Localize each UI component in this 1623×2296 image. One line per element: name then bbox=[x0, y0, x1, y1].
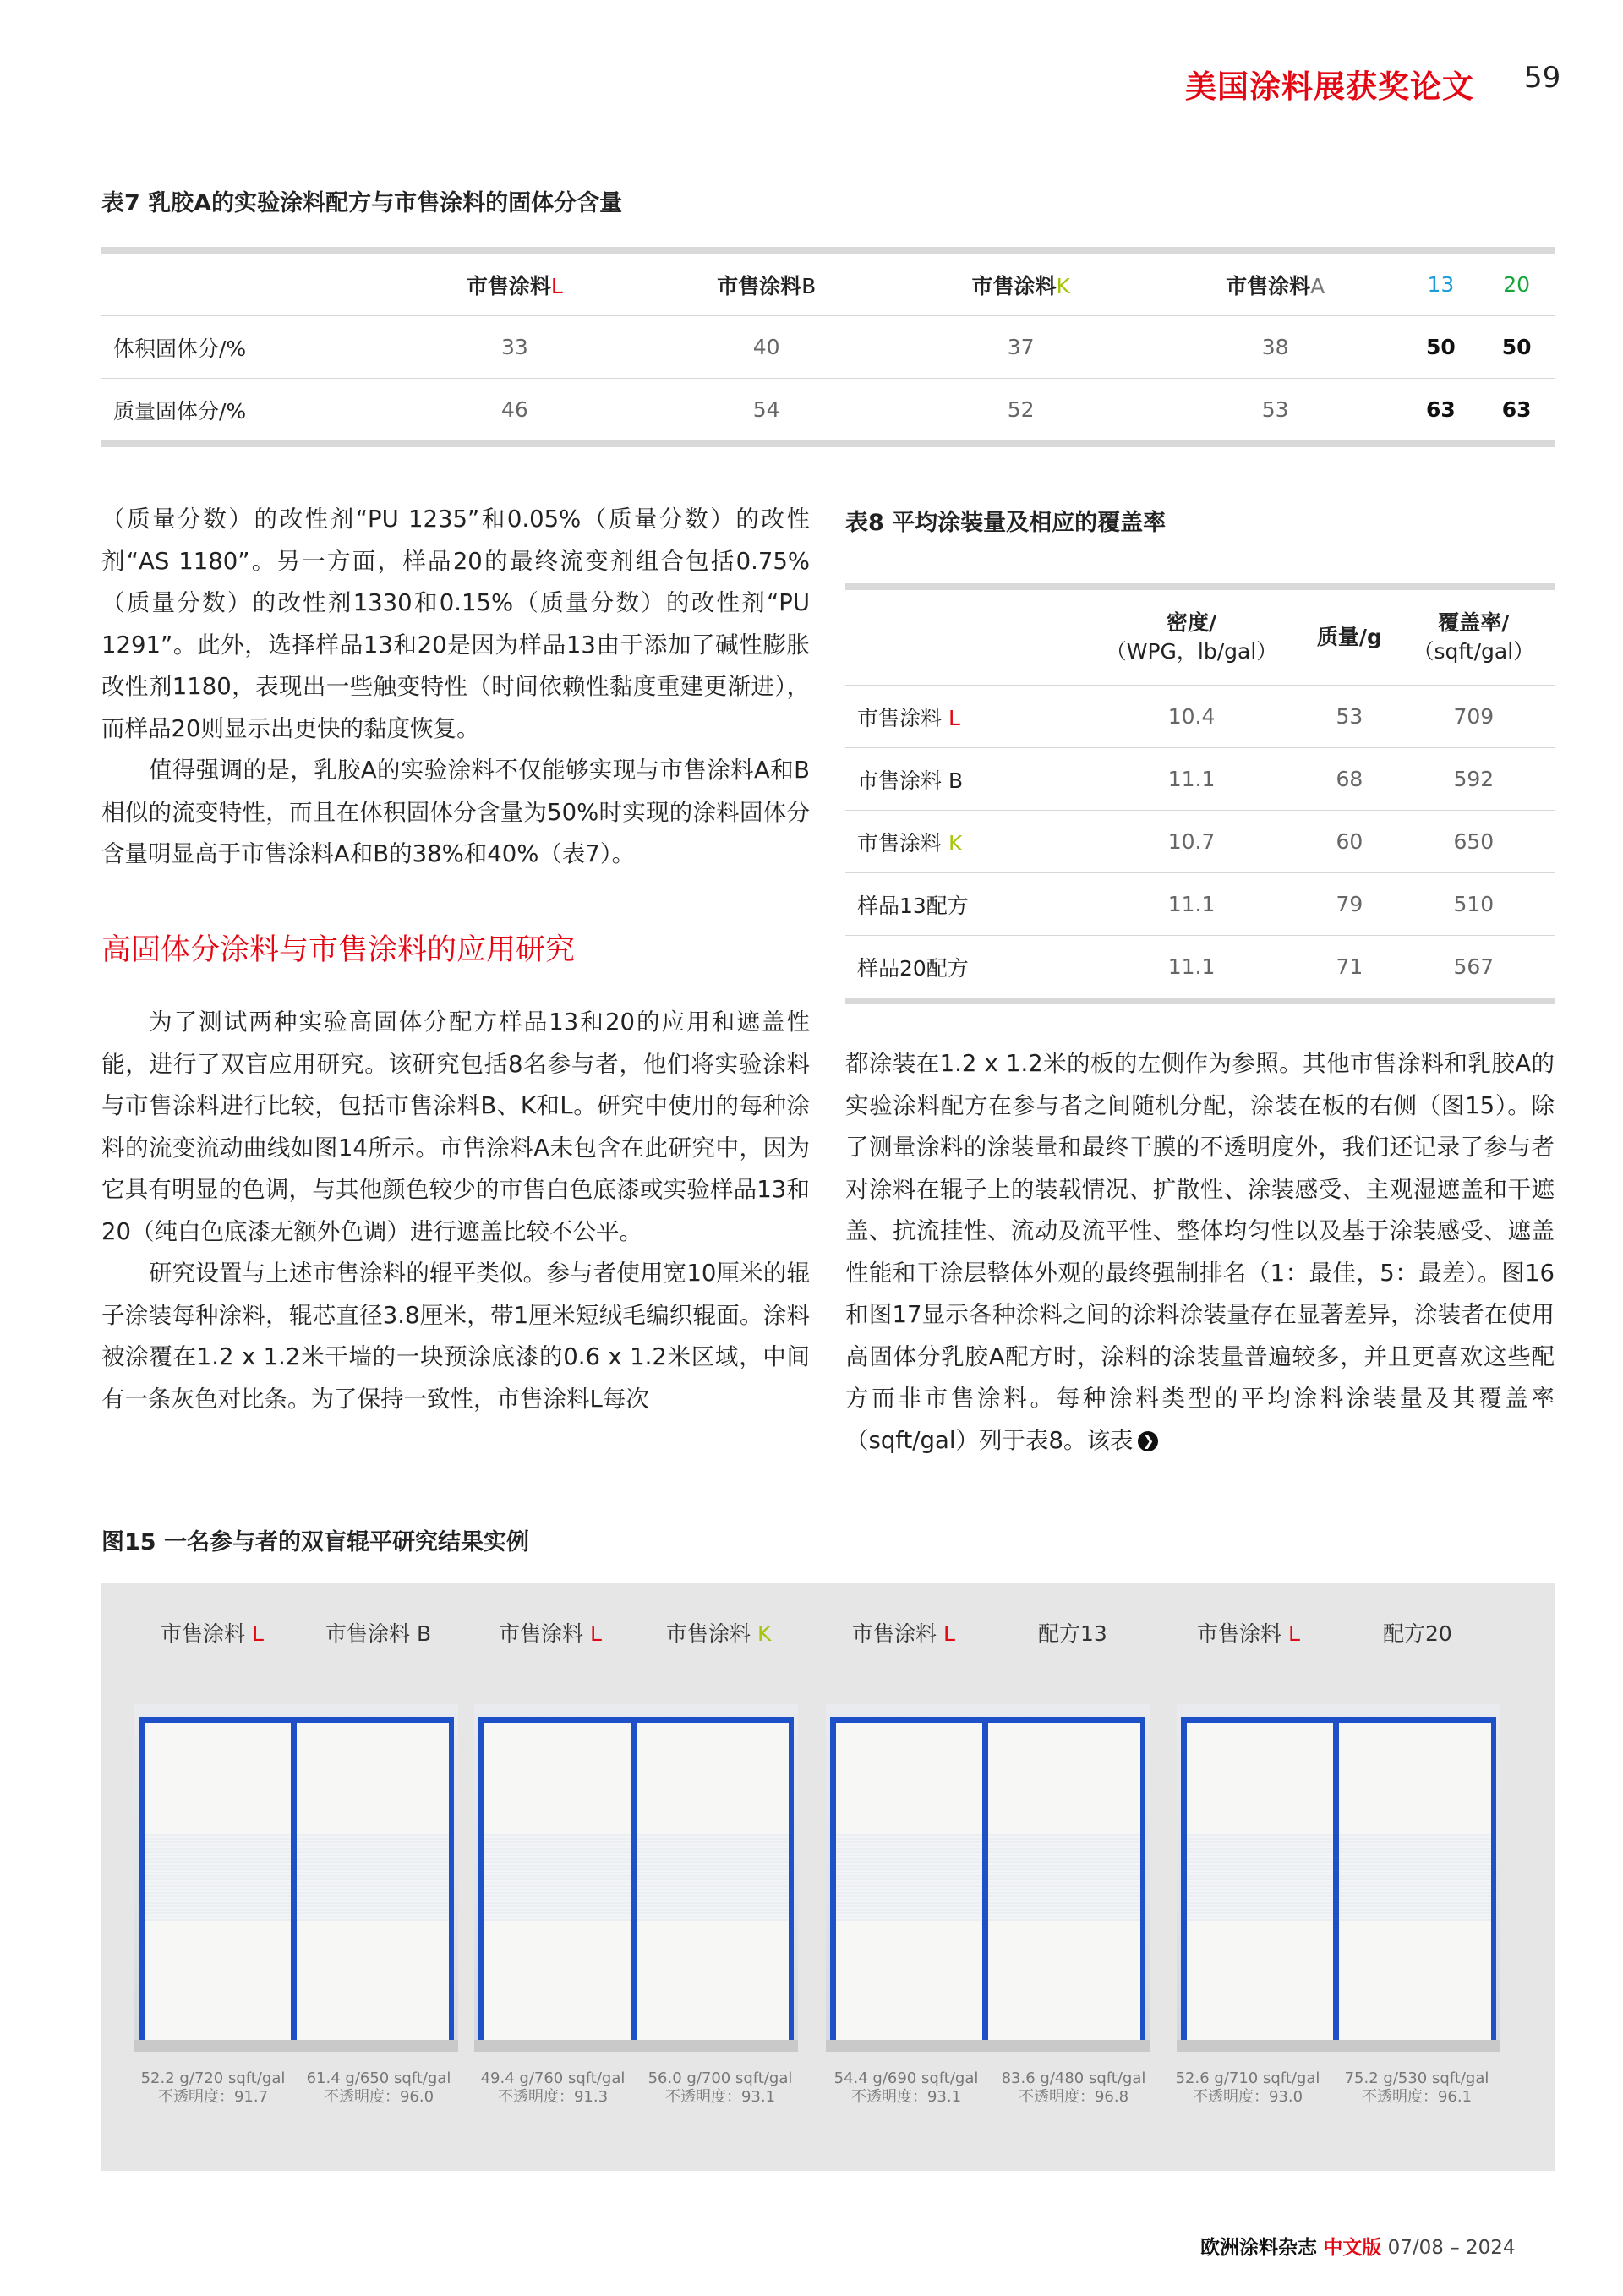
table7-cell: 63 bbox=[1426, 397, 1456, 422]
table8-cell: 53 bbox=[1306, 686, 1393, 748]
figure-panel-label: 市售涂料 L bbox=[499, 1621, 602, 1646]
table8-header-row bbox=[845, 587, 1555, 686]
table7-col-header: 市售涂料L bbox=[391, 250, 639, 316]
table8-col-header-density: 密度/ （WPG，lb/gal） bbox=[1077, 587, 1306, 686]
table7-cell: 40 bbox=[639, 316, 894, 379]
table8-row bbox=[845, 873, 1555, 936]
table7-cell: 54 bbox=[752, 397, 780, 422]
table8-caption: 表8 平均涂装量及相应的覆盖率 bbox=[845, 510, 1167, 536]
measurement-label: 49.4 g/760 sqft/gal 不透明度：91.3 bbox=[480, 2069, 626, 2106]
measurement-label: 56.0 g/700 sqft/gal 不透明度：93.1 bbox=[648, 2069, 793, 2106]
table7-cell: 33 bbox=[391, 316, 639, 379]
right-column-bottom bbox=[845, 1043, 1555, 1462]
page-number: 59 bbox=[1524, 61, 1561, 95]
figure-panel-label: 市售涂料 L bbox=[161, 1621, 264, 1646]
table8-cell: 592 bbox=[1393, 748, 1555, 811]
measurement-label: 52.6 g/710 sqft/gal 不透明度：93.0 bbox=[1175, 2069, 1320, 2106]
table8-row bbox=[845, 936, 1555, 1002]
table8-row-label: 市售涂料 L bbox=[845, 686, 1077, 748]
table8-row-label: 样品20配方 bbox=[857, 955, 969, 981]
figure-panel-label: 市售涂料 K bbox=[666, 1621, 772, 1646]
table7-header-row bbox=[101, 250, 1555, 316]
paragraph: （质量分数）的改性剂“PU 1235”和0.05%（质量分数）的改性剂“AS 1180”。另一方面，样品20的最终流变剂组合包括0.75%（质量分数）的改性剂1330和0.15%（质量分数）的改性剂“PU 1291”。此外，选择样品13和20是因为样品13由于添加了碱性膨胀改性剂1180，表现出一些触变特性（时间依赖性黏度重建更渐进），而样品20则显示出更快的黏度恢复。 bbox=[101, 506, 810, 742]
table8-cell: 79 bbox=[1306, 873, 1393, 936]
table7-col-header: 13 bbox=[1403, 250, 1479, 316]
table7-cell: 52 bbox=[1007, 397, 1035, 422]
section-heading: 高固体分涂料与市售涂料的应用研究 bbox=[101, 933, 576, 967]
figure-panel-label: 市售涂料 L bbox=[852, 1621, 955, 1646]
roll-test-photo bbox=[134, 1704, 458, 2052]
table7-col-header: 20 bbox=[1478, 250, 1555, 316]
table8-cell: 60 bbox=[1306, 811, 1393, 873]
table7-cell: 50 bbox=[1478, 316, 1555, 379]
table8-cell: 68 bbox=[1306, 748, 1393, 811]
table7-col-header: 市售涂料B bbox=[639, 250, 894, 316]
measurement-label: 54.4 g/690 sqft/gal 不透明度：93.1 bbox=[833, 2069, 979, 2106]
paragraph: 为了测试两种实验高固体分配方样品13和20的应用和遮盖性能，进行了双盲应用研究。该研究包括8名参与者，他们将实验涂料与市售涂料进行比较，包括市售涂料B、K和L。研究中使用的每种涂料的流变流动曲线如图14所示。市售涂料A未包含在此研究中，因为它具有明显的色调，与其他颜色较少的市售白色底漆或实验样品13和20（纯白色底漆无额外色调）进行遮盖比较不公平。 bbox=[101, 1009, 810, 1245]
table8-cell: 10.4 bbox=[1077, 686, 1306, 748]
table8-cell: 11.1 bbox=[1167, 954, 1216, 979]
footer-date: 07/08 – 2024 bbox=[1387, 2237, 1516, 2259]
table8-cell: 11.1 bbox=[1077, 748, 1306, 811]
table8-col-header-mass: 质量/g bbox=[1306, 587, 1393, 686]
figure-panel-label: 市售涂料 L bbox=[1197, 1621, 1300, 1646]
table8-cell: 650 bbox=[1393, 811, 1555, 873]
table7-cell: 50 bbox=[1403, 316, 1479, 379]
paragraph: 都涂装在1.2 x 1.2米的板的左侧作为参照。其他市售涂料和乳胶A的实验涂料配方在参与者之间随机分配，涂装在板的右侧（图15）。除了测量涂料的涂装量和最终干膜的不透明度外，我们还记录了参与者对涂料在辊子上的装载情况、扩散性、涂装感受、主观湿遮盖和干遮盖、抗流挂性、流动及流平性、整体均匀性以及基于涂装感受、遮盖性能和干涂层整体外观的最终强制排名（1：最佳，5：最差）。图16和图17显示各种涂料之间的涂料涂装量存在显著差异，涂装者在使用高固体分乳胶A配方时，涂料的涂装量普遍较多，并且更喜欢这些配方而非市售涂料。每种涂料类型的平均涂料涂装量及其覆盖率（sqft/gal）列于表8。该表 ❯ bbox=[845, 1050, 1555, 1454]
figure-panel-label: 配方13 bbox=[1038, 1621, 1107, 1646]
table8-row bbox=[845, 686, 1555, 748]
figure-panel-label: 市售涂料 B bbox=[325, 1621, 432, 1646]
roll-test-photo bbox=[1177, 1704, 1500, 2052]
table7-caption: 表7 乳胶A的实验涂料配方与市售涂料的固体分含量 bbox=[101, 190, 623, 216]
table7-corner bbox=[101, 250, 391, 316]
table8-col-header-coverage: 覆盖率/ （sqft/gal） bbox=[1393, 587, 1555, 686]
table7-cell: 37 bbox=[894, 316, 1148, 379]
table7-cell: 38 bbox=[1148, 316, 1403, 379]
table7-cell: 63 bbox=[1501, 397, 1532, 422]
table7-cell: 53 bbox=[1261, 397, 1289, 422]
paragraph: 值得强调的是，乳胶A的实验涂料不仅能够实现与市售涂料A和B相似的流变特性，而且在体积固体分含量为50%时实现的涂料固体分含量明显高于市售涂料A和B的38%和40%（表7）。 bbox=[101, 757, 810, 867]
paragraph: 研究设置与上述市售涂料的辊平类似。参与者使用宽10厘米的辊子涂装每种涂料，辊芯直径3.8厘米，带1厘米短绒毛编织辊面。涂料被涂覆在1.2 x 1.2米干墙的一块预涂底漆的0.6 x 1.2米区域，中间有一条灰色对比条。为了保持一致性，市售涂料L每次 bbox=[101, 1260, 810, 1413]
table8-cell: 567 bbox=[1453, 954, 1495, 979]
table7-row bbox=[101, 379, 1555, 445]
table7-col-header: 市售涂料A bbox=[1148, 250, 1403, 316]
figure15-caption: 图15 一名参与者的双盲辊平研究结果实例 bbox=[101, 1529, 529, 1555]
measurement-label: 83.6 g/480 sqft/gal 不透明度：96.8 bbox=[1001, 2069, 1146, 2106]
table8-cell: 10.7 bbox=[1077, 811, 1306, 873]
running-header-title: 美国涂料展获奖论文 bbox=[1185, 68, 1474, 105]
table8-cell: 709 bbox=[1393, 686, 1555, 748]
table8-cell: 71 bbox=[1336, 954, 1363, 979]
figure-panel-label: 配方20 bbox=[1383, 1621, 1452, 1646]
measurement-label: 61.4 g/650 sqft/gal 不透明度：96.0 bbox=[306, 2069, 451, 2106]
table7-row-label: 质量固体分/% bbox=[113, 398, 247, 424]
table8-cell: 11.1 bbox=[1077, 873, 1306, 936]
table8-row bbox=[845, 811, 1555, 873]
table8-row-label: 样品13配方 bbox=[845, 873, 1077, 936]
table7 bbox=[101, 247, 1555, 447]
left-column-bottom bbox=[101, 1002, 810, 1420]
footer-edition: 中文版 bbox=[1323, 2237, 1382, 2259]
table7-col-header: 市售涂料K bbox=[894, 250, 1148, 316]
table8-corner bbox=[845, 587, 1077, 686]
footer-magazine: 欧洲涂料杂志 bbox=[1200, 2237, 1317, 2259]
table8-row-label: 市售涂料 K bbox=[845, 811, 1077, 873]
table8-row-label: 市售涂料 B bbox=[845, 748, 1077, 811]
roll-test-photo bbox=[826, 1704, 1150, 2052]
left-column-top bbox=[101, 499, 810, 876]
measurement-label: 52.2 g/720 sqft/gal 不透明度：91.7 bbox=[140, 2069, 286, 2106]
table8-row bbox=[845, 748, 1555, 811]
table7-row-label: 体积固体分/% bbox=[101, 316, 391, 379]
footer bbox=[1200, 2232, 1516, 2260]
table8-cell: 510 bbox=[1393, 873, 1555, 936]
table7-cell: 46 bbox=[500, 397, 528, 422]
table7-row bbox=[101, 316, 1555, 379]
roll-test-photo bbox=[474, 1704, 798, 2052]
figure15 bbox=[101, 1583, 1555, 2171]
arrow-right-circle-icon: ❯ bbox=[1138, 1431, 1158, 1451]
table8 bbox=[845, 583, 1555, 1004]
measurement-label: 75.2 g/530 sqft/gal 不透明度：96.1 bbox=[1344, 2069, 1489, 2106]
